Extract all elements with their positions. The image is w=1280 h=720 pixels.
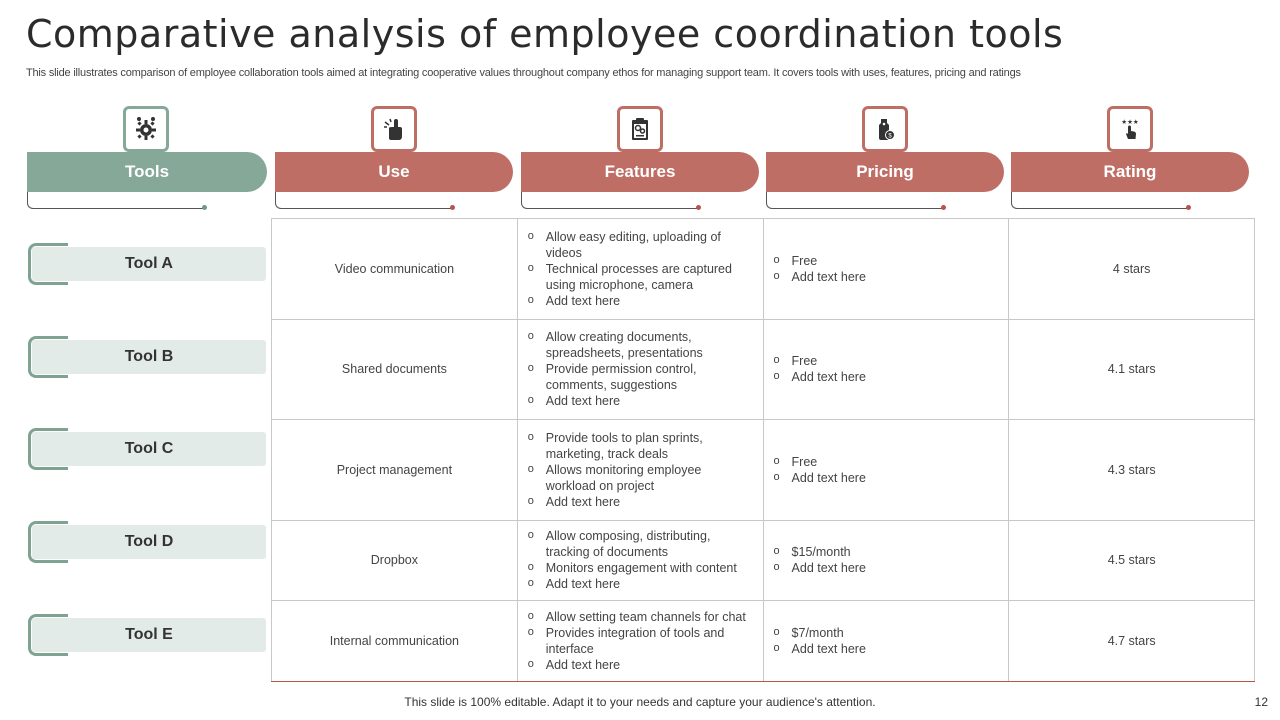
header-pill-rating: Rating [1011, 152, 1249, 192]
pricing-item: o Free [774, 353, 1001, 369]
tool-label-b [28, 336, 266, 378]
footer-note: This slide is 100% editable. Adapt it to your needs and capture your audience's attention. [404, 695, 876, 709]
table-row [272, 420, 1255, 521]
feature-item: o Allow composing, distributing, tracking of documents [528, 528, 755, 560]
header-bracket [766, 192, 945, 209]
tool-name: Tool B [32, 340, 266, 374]
pricing-item: o Free [774, 253, 1001, 269]
pricing-item: o Add text here [774, 369, 1001, 385]
header-features [521, 106, 761, 214]
use-cell: Video communication [272, 219, 518, 320]
comparison-table [271, 218, 1255, 682]
header-pricing [766, 106, 1006, 214]
use-cell: Dropbox [272, 520, 518, 601]
use-cell: Shared documents [272, 319, 518, 420]
table-row [272, 520, 1255, 601]
feature-item: o Monitors engagement with content [528, 560, 755, 576]
features-cell [517, 601, 763, 682]
header-use [275, 106, 515, 214]
pricing-cell [763, 520, 1009, 601]
header-bracket [275, 192, 454, 209]
rating-cell: 4.5 stars [1009, 520, 1255, 601]
feature-item: o Provide tools to plan sprints, marketing, track deals [528, 430, 755, 462]
header-tools [27, 106, 267, 214]
tool-label-a [28, 243, 266, 285]
header-pill-tools: Tools [27, 152, 267, 192]
header-rating [1011, 106, 1251, 214]
tool-name: Tool C [32, 432, 266, 466]
feature-item: o Allow creating documents, spreadsheets, presentations [528, 329, 755, 361]
pricing-item: o Add text here [774, 641, 1001, 657]
feature-item: o Add text here [528, 494, 755, 510]
hand-pointer-icon [371, 106, 417, 152]
header-dot [202, 205, 207, 210]
use-cell: Internal communication [272, 601, 518, 682]
feature-item: o Provides integration of tools and interface [528, 625, 755, 657]
page-number: 12 [1254, 695, 1268, 709]
pricing-item: o Add text here [774, 269, 1001, 285]
rating-cell: 4.1 stars [1009, 319, 1255, 420]
features-cell [517, 420, 763, 521]
tool-name: Tool A [32, 247, 266, 281]
pricing-item: o $7/month [774, 625, 1001, 641]
header-pill-pricing: Pricing [766, 152, 1004, 192]
pricing-item: o $15/month [774, 544, 1001, 560]
feature-item: o Technical processes are captured using microphone, camera [528, 261, 755, 293]
tool-name: Tool D [32, 525, 266, 559]
pricing-item: o Add text here [774, 560, 1001, 576]
header-dot [450, 205, 455, 210]
rating-cell: 4 stars [1009, 219, 1255, 320]
feature-item: o Add text here [528, 393, 755, 409]
svg-text:★★★: ★★★ [1121, 118, 1139, 126]
rating-cell: 4.3 stars [1009, 420, 1255, 521]
tool-label-c [28, 428, 266, 470]
tool-name: Tool E [32, 618, 266, 652]
feature-item: o Add text here [528, 293, 755, 309]
features-cell [517, 219, 763, 320]
pricing-cell [763, 319, 1009, 420]
header-bracket [521, 192, 700, 209]
header-bracket [1011, 192, 1190, 209]
star-rating-icon [1107, 106, 1153, 152]
feature-item: o Add text here [528, 657, 755, 673]
rating-cell: 4.7 stars [1009, 601, 1255, 682]
use-cell: Project management [272, 420, 518, 521]
feature-item: o Provide permission control, comments, suggestions [528, 361, 755, 393]
pricing-cell [763, 420, 1009, 521]
header-bracket [27, 192, 206, 209]
pricing-cell [763, 601, 1009, 682]
pricing-item: o Free [774, 454, 1001, 470]
features-cell [517, 520, 763, 601]
table-row [272, 319, 1255, 420]
clipboard-settings-icon [617, 106, 663, 152]
feature-item: o Allows monitoring employee workload on project [528, 462, 755, 494]
price-tag-icon [862, 106, 908, 152]
tool-label-d [28, 521, 266, 563]
header-dot [1186, 205, 1191, 210]
features-cell [517, 319, 763, 420]
page-title: Comparative analysis of employee coordination tools [26, 12, 1064, 56]
pricing-item: o Add text here [774, 470, 1001, 486]
header-dot [941, 205, 946, 210]
feature-item: o Add text here [528, 576, 755, 592]
feature-item: o Allow easy editing, uploading of videos [528, 229, 755, 261]
tool-label-e [28, 614, 266, 656]
header-pill-features: Features [521, 152, 759, 192]
header-dot [696, 205, 701, 210]
svg-text:$: $ [888, 133, 892, 140]
pricing-cell [763, 219, 1009, 320]
table-row [272, 601, 1255, 682]
gear-people-icon [123, 106, 169, 152]
header-pill-use: Use [275, 152, 513, 192]
table-row [272, 219, 1255, 320]
page-subtitle: This slide illustrates comparison of employee collaboration tools aimed at integrating cooperative values throughout company ethos for managing support team. It covers tools with uses, features, pricing and ratings [26, 67, 1021, 79]
feature-item: o Allow setting team channels for chat [528, 609, 755, 625]
